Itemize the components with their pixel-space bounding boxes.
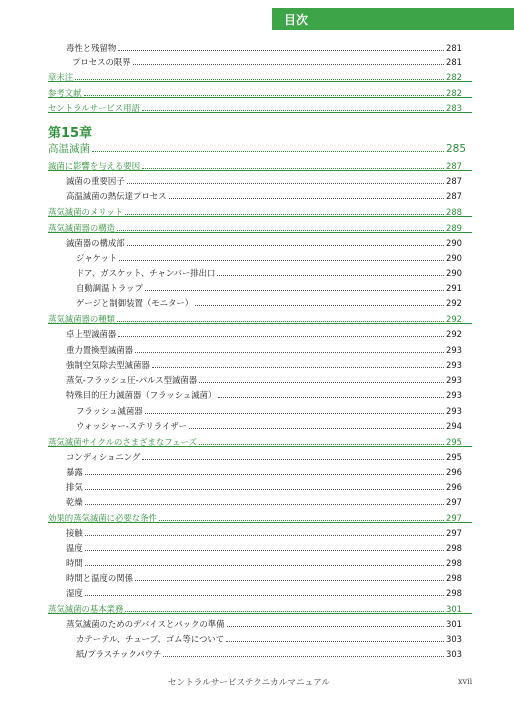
toc-entry[interactable] bbox=[76, 401, 472, 415]
toc-entry-label: 強制空気除去型滅菌器 bbox=[66, 359, 150, 370]
toc-entry[interactable] bbox=[66, 340, 472, 354]
toc-entry[interactable] bbox=[76, 629, 472, 643]
dot-leader bbox=[142, 110, 444, 111]
toc-entry-page: 287 bbox=[446, 190, 462, 201]
dot-leader bbox=[85, 565, 444, 566]
toc-entry[interactable] bbox=[66, 492, 472, 506]
toc-entry-label: ジャケット bbox=[76, 252, 118, 263]
dot-leader bbox=[85, 550, 444, 551]
toc-entry-label: 蒸気滅菌の基本業務 bbox=[48, 603, 124, 614]
toc-entry-page: 293 bbox=[446, 344, 462, 355]
toc-entry-page: 285 bbox=[446, 142, 467, 155]
toc-entry-page: 295 bbox=[446, 436, 462, 447]
toc-entry-label: 重力置換型滅菌器 bbox=[66, 344, 133, 355]
toc-entry-label: 章末注 bbox=[48, 71, 74, 82]
toc-entry-page: 292 bbox=[446, 328, 462, 339]
toc-entry-page: 298 bbox=[446, 542, 462, 553]
dot-leader bbox=[118, 50, 444, 51]
toc-entry-label: 特殊目的圧力滅菌器（フラッシュ滅菌） bbox=[66, 389, 217, 400]
toc-entry[interactable] bbox=[48, 508, 472, 523]
toc-entry-page: 303 bbox=[446, 633, 462, 644]
toc-entry-label: ドア、ガスケット、チャンバー排出口 bbox=[76, 267, 216, 278]
toc-entry[interactable] bbox=[76, 293, 472, 307]
toc-entry-page: 292 bbox=[446, 313, 462, 324]
toc-entry-label: 接触 bbox=[66, 527, 83, 538]
toc-entry-label: 時間と温度の関係 bbox=[66, 572, 133, 583]
toc-entry-label: 卓上型滅菌器 bbox=[66, 328, 117, 339]
toc-entry[interactable] bbox=[72, 52, 472, 66]
toc-entry-page: 282 bbox=[446, 87, 462, 98]
toc-entry-label: 時間 bbox=[66, 557, 83, 568]
toc-entry-label: 乾燥 bbox=[66, 496, 83, 507]
toc-entry[interactable] bbox=[66, 355, 472, 369]
toc-entry[interactable] bbox=[48, 98, 472, 113]
toc-header-title: 目次 bbox=[284, 13, 309, 27]
dot-leader bbox=[218, 397, 444, 398]
toc-entry[interactable] bbox=[76, 416, 472, 430]
toc-entry[interactable] bbox=[48, 156, 472, 171]
dot-leader bbox=[133, 64, 444, 65]
toc-entry-page: 297 bbox=[446, 512, 462, 523]
toc-entry-page: 294 bbox=[446, 420, 462, 431]
toc-entry[interactable] bbox=[76, 248, 472, 262]
toc-entry-page: 282 bbox=[446, 71, 462, 82]
dot-leader bbox=[159, 520, 444, 521]
toc-entry[interactable] bbox=[66, 553, 472, 567]
dot-leader bbox=[163, 656, 444, 657]
toc-entry-label: 効果的蒸気滅菌に必要な条件 bbox=[48, 512, 157, 523]
dot-leader bbox=[118, 336, 444, 337]
toc-entry-label: 湿度 bbox=[66, 587, 83, 598]
toc-entry-label: 紙/プラスチックパウチ bbox=[76, 648, 162, 659]
toc-entry-label: ウォッシャー-ステリライザー bbox=[76, 420, 187, 431]
dot-leader bbox=[227, 626, 444, 627]
toc-entry[interactable] bbox=[66, 523, 472, 537]
toc-entry[interactable] bbox=[48, 309, 472, 324]
toc-entry-page: 297 bbox=[446, 527, 462, 538]
dot-leader bbox=[217, 275, 444, 276]
toc-entry[interactable] bbox=[48, 432, 472, 447]
toc-entry-page: 290 bbox=[446, 252, 462, 263]
toc-entry[interactable] bbox=[66, 324, 472, 338]
toc-entry-label: 高温滅菌の熱伝達プロセス bbox=[66, 190, 167, 201]
toc-entry-label: 暴露 bbox=[66, 466, 83, 477]
toc-entry[interactable] bbox=[66, 568, 472, 582]
toc-entry-page: 290 bbox=[446, 237, 462, 248]
toc-entry-label: 蒸気滅菌サイクルのさまざまなフェーズ bbox=[48, 436, 197, 447]
footer-manual-title: セントラルサービステクニカルマニュアル bbox=[168, 678, 330, 688]
toc-entry-page: 297 bbox=[446, 496, 462, 507]
toc-entry-label: カテーテル、チューブ、ゴム等について bbox=[76, 633, 225, 644]
toc-entry[interactable] bbox=[76, 644, 472, 658]
dot-leader bbox=[199, 382, 444, 383]
toc-entry-label: ゲージと制御装置（モニター） bbox=[76, 297, 194, 308]
toc-entry-label: 毒性と残留物 bbox=[66, 42, 117, 53]
dot-leader bbox=[85, 474, 444, 475]
toc-entry-page: 303 bbox=[446, 648, 462, 659]
toc-entry[interactable] bbox=[66, 385, 472, 399]
dot-leader bbox=[127, 245, 444, 246]
toc-entry-label: 自動調温トラップ bbox=[76, 282, 143, 293]
toc-entry-label: フラッシュ滅菌器 bbox=[76, 405, 143, 416]
toc-entry-page: 281 bbox=[446, 56, 462, 67]
toc-entry[interactable] bbox=[66, 462, 472, 476]
dot-leader bbox=[92, 151, 444, 152]
toc-entry-page: 287 bbox=[446, 160, 462, 171]
toc-entry-label: 滅菌器の構成部 bbox=[66, 237, 125, 248]
toc-entry-label: 排気 bbox=[66, 481, 83, 492]
chapter-heading: 第15章 bbox=[48, 126, 93, 141]
dot-leader bbox=[189, 428, 444, 429]
toc-entry-label: 蒸気滅菌のためのデバイスとパックの準備 bbox=[66, 618, 225, 629]
toc-entry-page: 298 bbox=[446, 557, 462, 568]
toc-entry-label: 蒸気滅菌器の種類 bbox=[48, 313, 115, 324]
dot-leader bbox=[125, 214, 444, 215]
toc-entry[interactable] bbox=[66, 477, 472, 491]
toc-entry-page: 293 bbox=[446, 389, 462, 400]
toc-entry-label: 滅菌の重要因子 bbox=[66, 175, 125, 186]
toc-entry-page: 295 bbox=[446, 451, 462, 462]
dot-leader bbox=[127, 183, 444, 184]
toc-entry[interactable] bbox=[66, 38, 472, 52]
toc-entry-page: 288 bbox=[446, 206, 462, 217]
dot-leader bbox=[135, 352, 444, 353]
toc-entry[interactable] bbox=[66, 186, 472, 200]
toc-entry[interactable] bbox=[66, 583, 472, 597]
dot-leader bbox=[142, 459, 444, 460]
toc-entry-label: 蒸気-フラッシュ圧-パルス型滅菌器 bbox=[66, 374, 198, 385]
footer-page-number: xvii bbox=[458, 677, 473, 686]
toc-entry[interactable] bbox=[48, 218, 472, 233]
toc-entry-page: 291 bbox=[446, 282, 462, 293]
toc-entry-page: 292 bbox=[446, 297, 462, 308]
toc-entry-label: 滅菌に影響を与える要因 bbox=[48, 160, 141, 171]
toc-entry[interactable] bbox=[66, 447, 472, 461]
toc-entry-page: 298 bbox=[446, 587, 462, 598]
dot-leader bbox=[119, 260, 444, 261]
toc-entry-page: 290 bbox=[446, 267, 462, 278]
toc-entry-page: 296 bbox=[446, 481, 462, 492]
dot-leader bbox=[125, 611, 444, 612]
toc-entry-page: 301 bbox=[446, 618, 462, 629]
toc-entry-label: 温度 bbox=[66, 542, 83, 553]
toc-entry-label: セントラルサービス用語 bbox=[48, 102, 140, 113]
dot-leader bbox=[85, 489, 444, 490]
toc-entry-page: 283 bbox=[446, 102, 462, 113]
toc-entry-page: 289 bbox=[446, 222, 462, 233]
toc-entry-page: 301 bbox=[446, 603, 462, 614]
toc-entry[interactable] bbox=[76, 263, 472, 277]
dot-leader bbox=[85, 595, 444, 596]
toc-entry-label: 蒸気滅菌器の構造 bbox=[48, 222, 115, 233]
toc-entry[interactable] bbox=[66, 171, 472, 185]
dot-leader bbox=[145, 413, 444, 414]
toc-entry-label: 蒸気滅菌のメリット bbox=[48, 206, 124, 217]
dot-leader bbox=[75, 79, 444, 80]
dot-leader bbox=[195, 305, 444, 306]
toc-header-bar bbox=[272, 8, 514, 30]
dot-leader bbox=[152, 367, 444, 368]
toc-entry[interactable] bbox=[48, 202, 472, 217]
toc-entry-label: 高温滅菌 bbox=[48, 142, 90, 155]
toc-entry[interactable] bbox=[66, 614, 472, 628]
toc-entry-page: 293 bbox=[446, 405, 462, 416]
dot-leader bbox=[85, 504, 444, 505]
toc-entry[interactable] bbox=[48, 599, 472, 614]
dot-leader bbox=[142, 168, 444, 169]
toc-entry-page: 296 bbox=[446, 466, 462, 477]
dot-leader bbox=[145, 290, 444, 291]
dot-leader bbox=[135, 580, 444, 581]
dot-leader bbox=[226, 641, 444, 642]
toc-entry-page: 293 bbox=[446, 359, 462, 370]
toc-entry-label: プロセスの限界 bbox=[72, 56, 131, 67]
dot-leader bbox=[169, 198, 445, 199]
toc-entry-page: 287 bbox=[446, 175, 462, 186]
toc-entry[interactable] bbox=[76, 278, 472, 292]
toc-entry-page: 298 bbox=[446, 572, 462, 583]
dot-leader bbox=[199, 444, 444, 445]
toc-entry[interactable] bbox=[66, 538, 472, 552]
toc-entry[interactable] bbox=[48, 67, 472, 82]
toc-entry-page: 293 bbox=[446, 374, 462, 385]
toc-entry-chapter-title[interactable] bbox=[48, 137, 472, 154]
toc-entry[interactable] bbox=[66, 233, 472, 247]
toc-entry[interactable] bbox=[66, 370, 472, 384]
dot-leader bbox=[117, 230, 444, 231]
dot-leader bbox=[117, 321, 444, 322]
toc-entry-label: 参考文献 bbox=[48, 87, 82, 98]
toc-entry[interactable] bbox=[48, 83, 472, 98]
dot-leader bbox=[84, 95, 445, 96]
toc-entry-label: コンディショニング bbox=[66, 451, 141, 462]
dot-leader bbox=[85, 535, 444, 536]
toc-entry-page: 281 bbox=[446, 42, 462, 53]
